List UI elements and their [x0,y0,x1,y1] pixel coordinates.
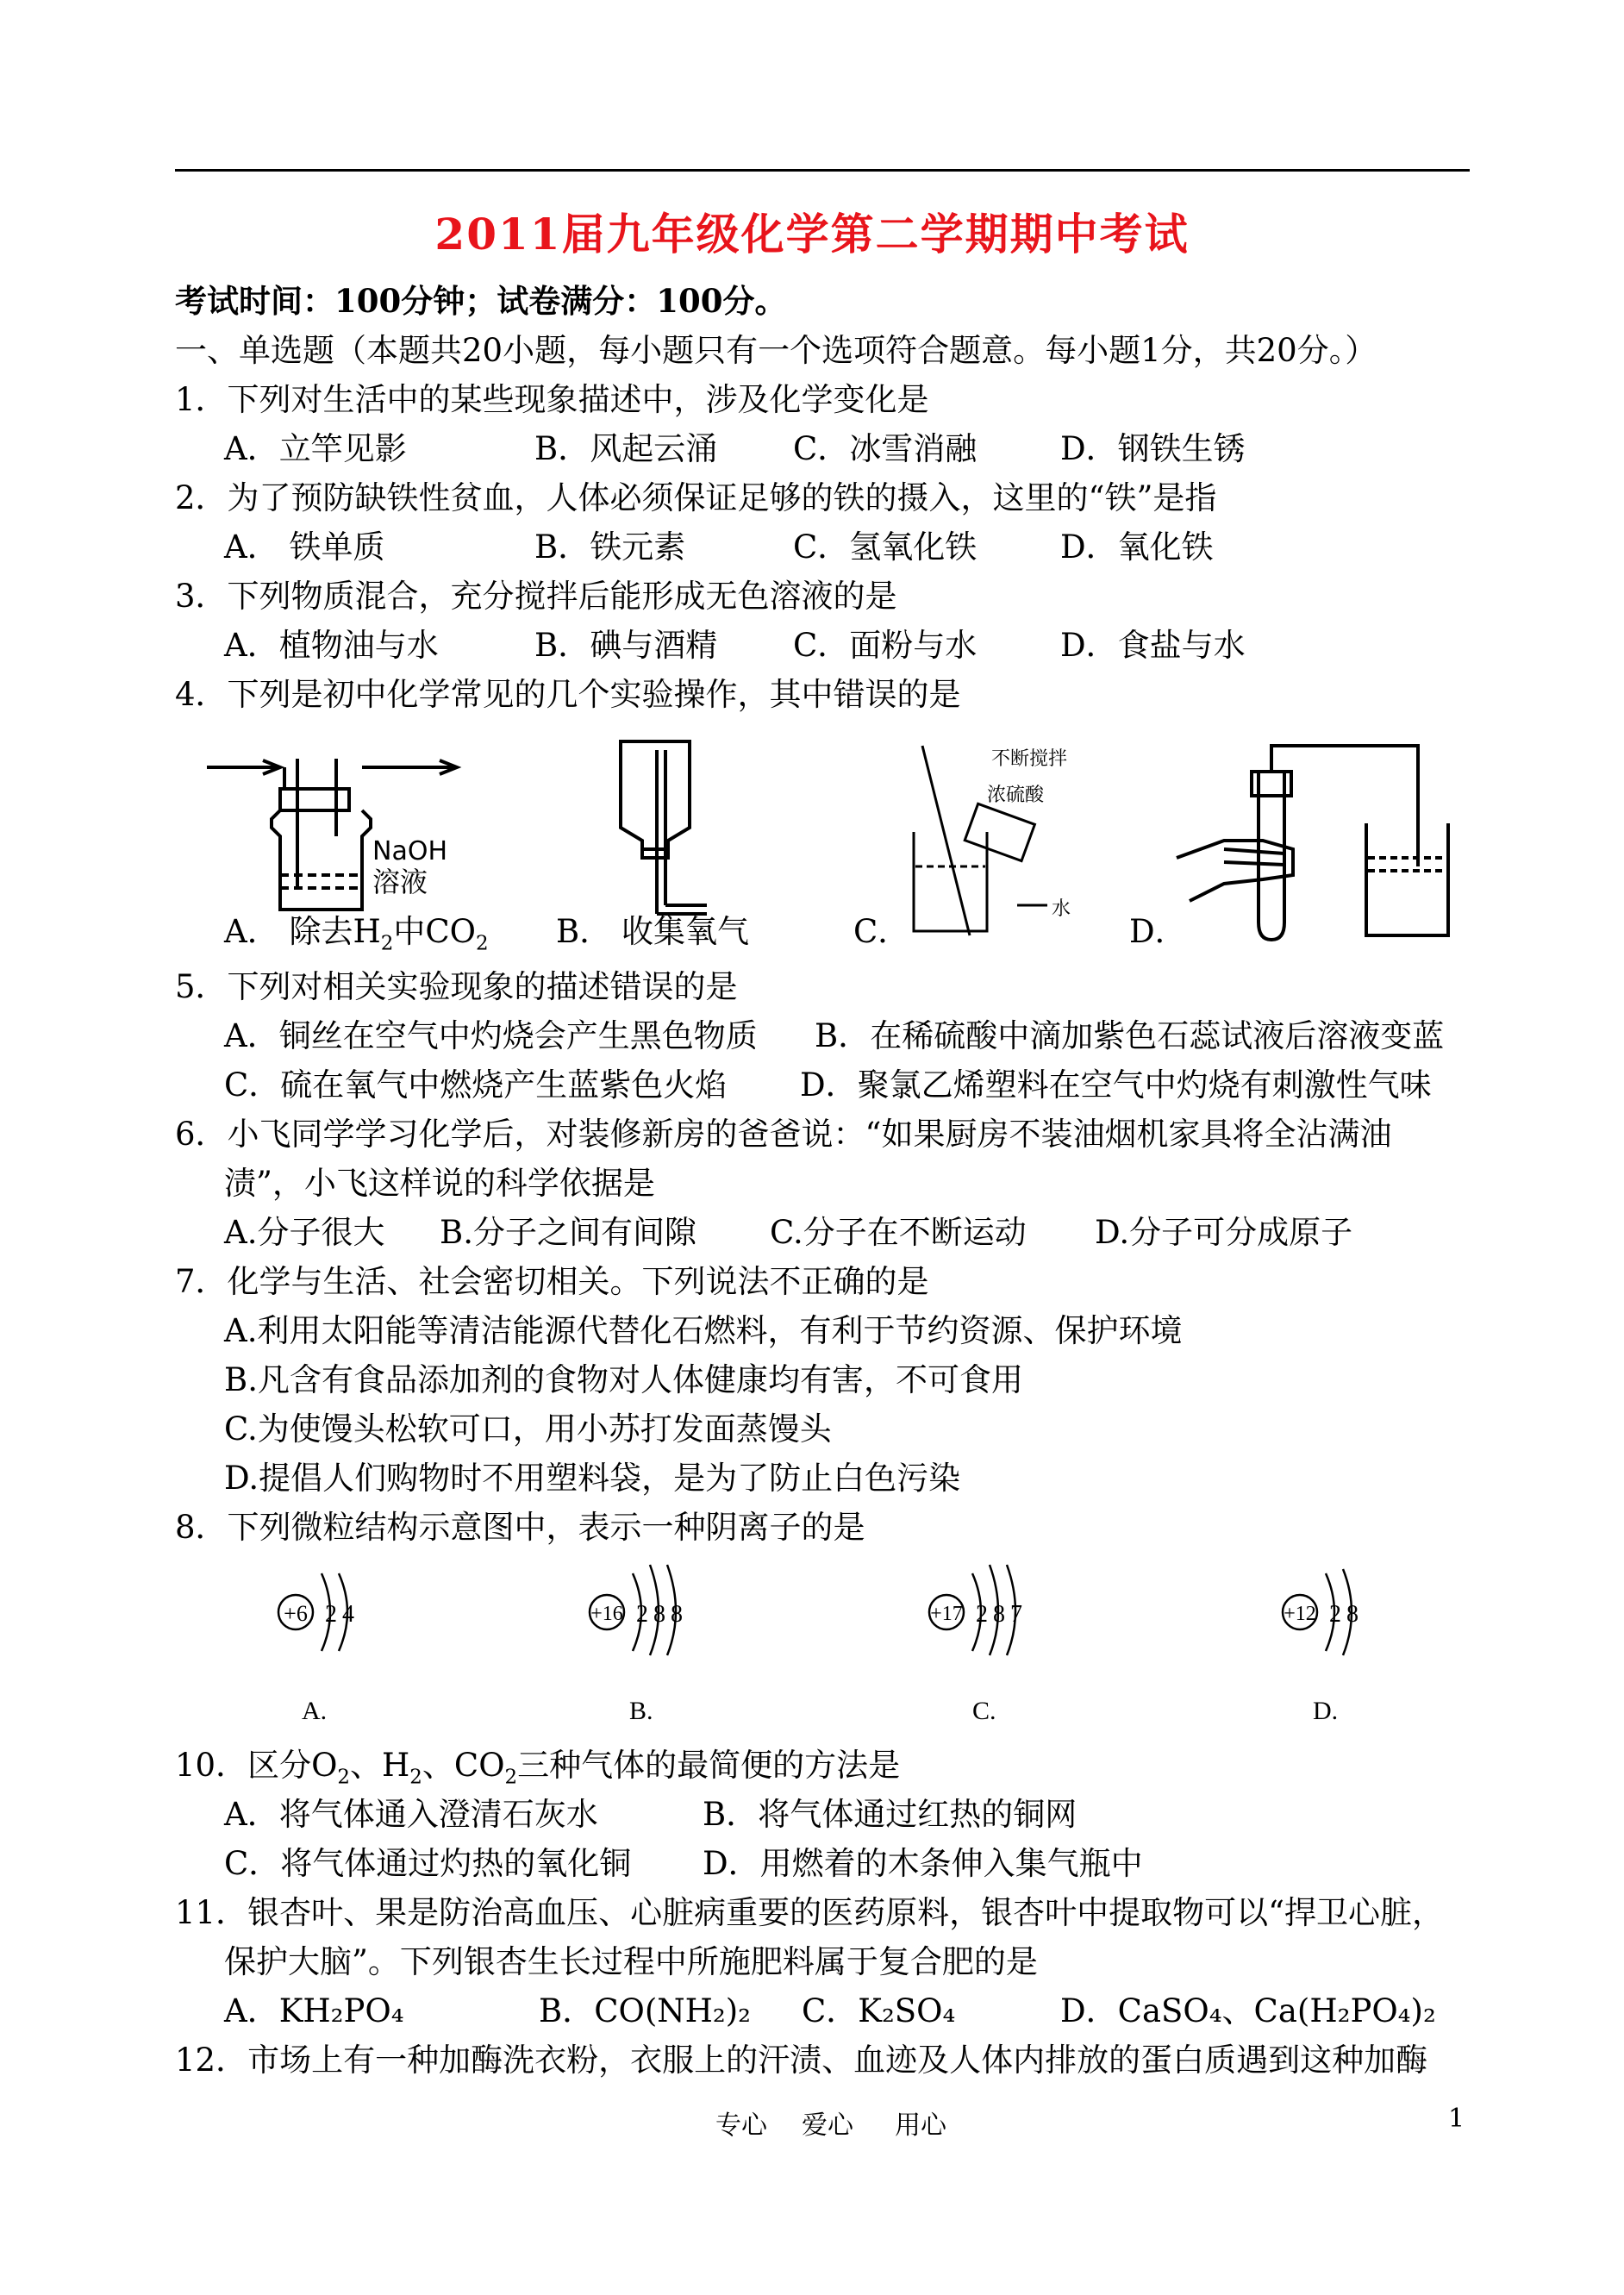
q11-option-b: B．CO(NH₂)₂ [539,1992,752,2029]
question-6-stem-line2: 渍”，小飞这样说的科学依据是 [224,1165,655,1202]
atom-d-label: D. [1313,1697,1339,1725]
svg-text:2: 2 [636,1601,648,1628]
q4-option-b: B． 收集氧气 [556,913,749,950]
q4-figure-a-label-naoh: NaOH [372,836,447,866]
q7-option-d: D.提倡人们购物时不用塑料袋，是为了防止白色污染 [224,1460,961,1497]
q5-option-b: B．在稀硫酸中滴加紫色石蕊试液后溶液变蓝 [815,1017,1445,1054]
q7-option-b: B.凡含有食品添加剂的食物对人体健康均有害，不可食用 [224,1361,1023,1398]
q4-option-a: A． 除去$H_2$中$CO_2$ [224,913,489,955]
q4-figure-c-label-water: 水 [1052,898,1071,920]
q3-option-a: A．植物油与水 [224,627,439,664]
question-11-stem-line2: 保护大脑”。下列银杏生长过程中所施肥料属于复合肥的是 [224,1943,1038,1980]
q2-option-d: D．氧化铁 [1060,528,1214,566]
q10-option-d: D．用燃着的木条伸入集气瓶中 [703,1845,1143,1882]
q4-figure-d-airtightness-check [1172,737,1457,944]
question-11-stem-line1: 11．银杏叶、果是防治高血压、心脏病重要的医药原料，银杏叶中提取物可以“捍卫心脏， [175,1894,1444,1931]
q5-option-a: A．铜丝在空气中灼烧会产生黑色物质 [224,1017,758,1054]
footer-motto-2: 爱心 [802,2111,853,2141]
q7-option-a: A.利用太阳能等清洁能源代替化石燃料，有利于节约资源、保护环境 [224,1312,1183,1349]
atom-c-label: C. [972,1697,996,1725]
q10-option-c: C．将气体通过灼热的氧化铜 [224,1845,632,1882]
atom-diagram-d [1276,1560,1388,1660]
atom-b-label: B. [629,1697,653,1725]
q2-option-b: B．铁元素 [534,528,686,566]
atom-b-nucleus: +16 [590,1603,623,1625]
question-5-stem: 5．下列对相关实验现象的描述错误的是 [175,968,738,1005]
question-12-stem: 12．市场上有一种加酶洗衣粉，衣服上的汗渍、血迹及人体内排放的蛋白质遇到这种加酶 [175,2042,1428,2079]
svg-text:8: 8 [671,1601,683,1628]
question-2-stem: 2．为了预防缺铁性贫血，人体必须保证足够的铁的摄入，这里的“铁”是指 [175,479,1217,516]
svg-text:4: 4 [342,1601,354,1628]
exam-info: 考试时间：100分钟；试卷满分：100分。 [175,282,787,320]
atom-diagram-c [922,1556,1052,1660]
svg-text:2: 2 [325,1601,337,1628]
svg-text:8: 8 [993,1601,1005,1628]
q5-option-d: D．聚氯乙烯塑料在空气中灼烧有刺激性气味 [800,1066,1432,1104]
q4-figure-c-label-acid: 浓硫酸 [987,785,1045,806]
atom-a-label: A. [302,1697,328,1725]
question-8-stem: 8．下列微粒结构示意图中，表示一种阴离子的是 [175,1509,865,1546]
footer-motto-1: 专心 [715,2111,767,2141]
q6-option-b: B.分子之间有间隙 [440,1214,696,1251]
q1-option-d: D．钢铁生锈 [1060,430,1246,467]
header-rule [175,169,1470,172]
q2-option-a: A． 铁单质 [224,528,385,566]
question-7-stem: 7．化学与生活、社会密切相关。下列说法不正确的是 [175,1263,929,1300]
q11-option-d: D．CaSO₄、Ca(H₂PO₄)₂ [1060,1992,1436,2029]
q1-option-a: A．立竿见影 [224,430,407,467]
q10-option-a: A．将气体通入澄清石灰水 [224,1796,598,1833]
q7-option-c: C.为使馒头松软可口，用小苏打发面蒸馒头 [224,1410,832,1448]
section-heading: 一、单选题（本题共20小题，每小题只有一个选项符合题意。每小题1分，共20分。） [175,332,1377,369]
q11-option-c: C．K₂SO₄ [802,1992,956,2029]
page-number: 1 [1448,2104,1465,2134]
atom-diagram-b [583,1556,712,1660]
q4-option-d: D． [1129,913,1187,950]
page-title: 2011届九年级化学第二学期期中考试 [434,209,1190,260]
q4-figure-c-label-stir: 不断搅拌 [991,748,1068,770]
atom-a-nucleus: +6 [284,1601,308,1626]
q6-option-d: D.分子可分成原子 [1095,1214,1353,1251]
q6-option-c: C.分子在不断运动 [770,1214,1027,1251]
atom-d-nucleus: +12 [1284,1603,1316,1625]
svg-text:8: 8 [1346,1601,1359,1628]
q10-option-b: B．将气体通过红热的铜网 [703,1796,1077,1833]
question-10-stem: 10．区分$O_2$、$H_2$、$CO_2$三种气体的最简便的方法是 [175,1747,901,1789]
svg-text:8: 8 [653,1601,665,1628]
q6-option-a: A.分子很大 [224,1214,385,1251]
question-4-stem: 4．下列是初中化学常见的几个实验操作，其中错误的是 [175,676,961,713]
q3-option-b: B．碘与酒精 [534,627,718,664]
svg-text:2: 2 [1329,1601,1341,1628]
q2-option-c: C．氢氧化铁 [793,528,978,566]
q4-option-c: C． [853,913,910,950]
question-6-stem-line1: 6．小飞同学学习化学后，对装修新房的爸爸说：“如果厨房不装油烟机家具将全沾满油 [175,1116,1392,1153]
q4-figure-a-label-solution: 溶液 [372,866,428,898]
q11-option-a: A．KH₂PO₄ [224,1992,404,2029]
q4-figure-b-gas-collection [603,733,733,931]
question-3-stem: 3．下列物质混合，充分搅拌后能形成无色溶液的是 [175,578,897,615]
q3-option-c: C．面粉与水 [793,627,978,664]
question-1-stem: 1．下列对生活中的某些现象描述中，涉及化学变化是 [175,381,929,418]
q1-option-c: C．冰雪消融 [793,430,978,467]
q1-option-b: B．风起云涌 [534,430,718,467]
svg-text:7: 7 [1010,1601,1022,1628]
atom-c-nucleus: +17 [930,1603,963,1625]
q3-option-d: D．食盐与水 [1060,627,1246,664]
footer-motto-3: 用心 [895,2111,946,2141]
atom-diagram-a [272,1565,384,1660]
svg-text:2: 2 [976,1601,988,1628]
q5-option-c: C．硫在氧气中燃烧产生蓝紫色火焰 [224,1066,728,1104]
